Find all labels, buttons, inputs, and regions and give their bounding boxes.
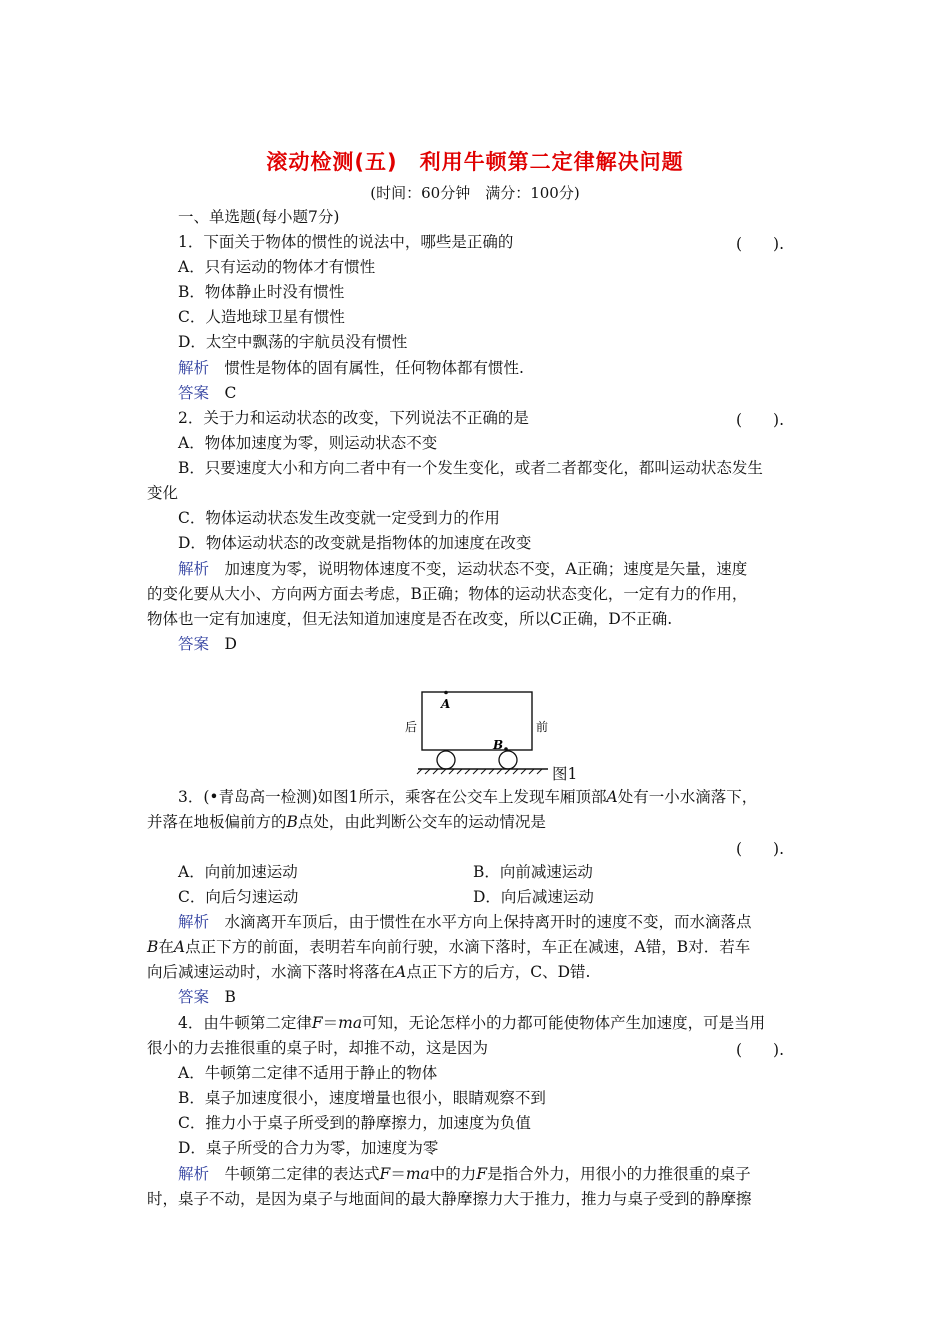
q3-stem-part: 处有一小水滴落下，: [617, 788, 758, 806]
q2-option-b-cont: 变化: [147, 484, 179, 502]
bus-body: [422, 692, 532, 750]
analysis-label: 解析: [178, 913, 210, 931]
label-b: B: [493, 738, 504, 752]
q4-var: ma: [405, 1165, 430, 1183]
q4-var: ma: [338, 1014, 363, 1032]
q4-text: 4．由牛顿第二定律: [178, 1014, 312, 1032]
q2-analysis-line2: 的变化要从大小、方向两方面去考虑，B正确；物体的运动状态变化，一定有力的作用，: [147, 585, 748, 603]
q4-text: 可知，无论怎样小的力都可能使物体产生加速度，可是当用: [362, 1014, 766, 1032]
q4-text: 牛顿第二定律的表达式: [224, 1165, 380, 1183]
q3-analysis-line2: [147, 937, 750, 957]
q4-analysis: [178, 1164, 751, 1184]
q3-stem-part: 并落在地板偏前方的: [147, 813, 287, 831]
q4-text: ＝: [322, 1014, 339, 1032]
q3-answer-value: B: [224, 988, 236, 1006]
q3-analysis: [178, 912, 752, 932]
label-front: 前: [536, 720, 549, 734]
q2-option-d: D．物体运动状态的改变就是指物体的加速度在改变: [178, 534, 532, 552]
answer-label: 答案: [178, 988, 210, 1006]
q3-analysis-line1: 水滴离开车顶后，由于惯性在水平方向上保持离开时的速度不变，而水滴落点: [224, 913, 752, 931]
analysis-label: 解析: [178, 560, 210, 578]
q2-answer: [178, 634, 237, 654]
q3-text: 向后减速运动时，水滴下落时将落在: [147, 963, 396, 981]
q4-text: 中的力: [429, 1165, 477, 1183]
bus-diagram: [402, 684, 552, 776]
label-a: A: [441, 697, 451, 711]
q1-answer-value: C: [224, 384, 237, 402]
analysis-label: 解析: [178, 1165, 210, 1183]
q4-var: F: [311, 1014, 323, 1032]
page-subtitle: (时间：60分钟 满分：100分): [370, 184, 580, 202]
q3-text: 点正下方的前面，表明若车向前行驶，水滴下落时，车正在减速，A错，B对．若车: [185, 938, 751, 956]
q3-var: B: [147, 938, 159, 956]
q4-text: ＝: [390, 1165, 406, 1183]
q3-stem-var: A: [606, 788, 618, 806]
q3-answer: [178, 987, 236, 1007]
q4-var: F: [379, 1165, 391, 1183]
q1-option-d: D．太空中飘荡的宇航员没有惯性: [178, 333, 408, 351]
q2-answer-blank: ( ).: [736, 411, 785, 429]
q2-analysis-line3: 物体也一定有加速度，但无法知道加速度是否在改变，所以C正确，D不正确.: [147, 610, 673, 628]
q4-stem: [178, 1013, 765, 1033]
q1-stem: 1．下面关于物体的惯性的说法中，哪些是正确的: [178, 233, 514, 251]
q1-analysis-text: 惯性是物体的固有属性，任何物体都有惯性.: [224, 359, 524, 377]
figure-caption: 图1: [552, 765, 578, 783]
q4-option-d: D．桌子所受的合力为零，加速度为零: [178, 1139, 439, 1157]
q3-var: A: [173, 938, 186, 956]
q1-answer-blank: ( ).: [736, 235, 785, 253]
answer-label: 答案: [178, 635, 210, 653]
q1-option-b: B．物体静止时没有惯性: [178, 283, 345, 301]
q3-stem-line2: [147, 812, 546, 832]
q4-answer-blank: ( ).: [736, 1041, 785, 1059]
q2-option-a: A．物体加速度为零，则运动状态不变: [178, 434, 438, 452]
q3-option-c: C．向后匀速运动: [178, 888, 299, 906]
q1-analysis: [178, 358, 524, 378]
q2-stem: 2．关于力和运动状态的改变，下列说法不正确的是: [178, 409, 529, 427]
rear-wheel: [437, 751, 455, 769]
q3-answer-blank: ( ).: [736, 840, 785, 858]
q3-stem: [178, 787, 757, 807]
q4-analysis-line2: 时，桌子不动，是因为桌子与地面间的最大静摩擦力大于推力，推力与桌子受到的静摩擦: [147, 1190, 752, 1208]
q3-var: A: [395, 963, 407, 981]
label-back: 后: [405, 720, 418, 734]
q3-text: 在: [158, 938, 174, 956]
q4-stem-line2: 很小的力去推很重的桌子时，却推不动，这是因为: [147, 1039, 489, 1057]
q3-option-d: D．向后减速运动: [473, 888, 594, 906]
section-heading: 一、单选题(每小题7分): [178, 208, 340, 226]
q3-text: 点正下方的后方，C、D错.: [406, 963, 591, 981]
q4-option-b: B．桌子加速度很小，速度增量也很小，眼睛观察不到: [178, 1089, 546, 1107]
q2-option-c: C．物体运动状态发生改变就一定受到力的作用: [178, 509, 500, 527]
q4-text: 是指合外力，用很小的力推很重的桌子: [487, 1165, 751, 1183]
q2-answer-value: D: [224, 635, 237, 653]
q3-stem-part: 3．(: [178, 788, 210, 806]
q1-option-a: A．只有运动的物体才有惯性: [178, 258, 376, 276]
q3-analysis-line3: [147, 962, 590, 982]
q2-analysis: [178, 559, 747, 579]
page-title: 滚动检测(五) 利用牛顿第二定律解决问题: [266, 150, 684, 174]
q3-option-b: B．向前减速运动: [473, 863, 593, 881]
front-wheel: [499, 751, 517, 769]
q4-option-a: A．牛顿第二定律不适用于静止的物体: [178, 1064, 438, 1082]
q4-option-c: C．推力小于桌子所受到的静摩擦力，加速度为负值: [178, 1114, 531, 1132]
q3-stem-part: 点处，由此判断公交车的运动情况是: [297, 813, 546, 831]
q2-analysis-line1: 加速度为零，说明物体速度不变，运动状态不变，A正确；速度是矢量，速度: [224, 560, 748, 578]
q3-stem-part: •青岛高一检测)如图1所示，乘客在公交车上发现车厢顶部: [209, 788, 607, 806]
q4-var: F: [476, 1165, 488, 1183]
point-b-dot: [504, 747, 508, 751]
point-a-dot: [444, 691, 448, 695]
ground-hatch: [417, 769, 542, 774]
analysis-label: 解析: [178, 359, 210, 377]
q3-stem-var: B: [286, 813, 298, 831]
answer-label: 答案: [178, 384, 210, 402]
q1-answer: [178, 383, 236, 403]
q1-option-c: C．人造地球卫星有惯性: [178, 308, 345, 326]
q2-option-b: B．只要速度大小和方向二者中有一个发生变化，或者二者都变化，都叫运动状态发生: [178, 459, 763, 477]
q3-option-a: A．向前加速运动: [178, 863, 298, 881]
